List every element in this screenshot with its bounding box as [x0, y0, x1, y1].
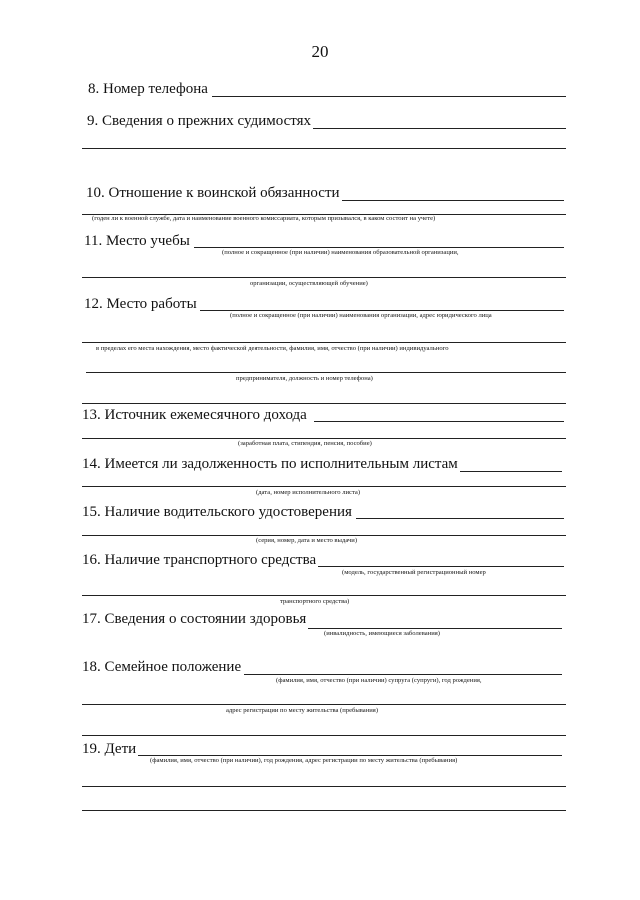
field-12-input-line[interactable] — [200, 310, 564, 311]
field-10-hint: (годен ли к военной службе, дата и наименование военного комиссариата, которым призывался, в каком состоит на учете) — [92, 215, 436, 222]
field-18-input-line[interactable] — [244, 674, 562, 675]
field-8-label: 8. Номер телефона — [88, 81, 208, 97]
field-8-input-line[interactable] — [212, 96, 566, 97]
field-9-input-line[interactable] — [313, 128, 566, 129]
field-16-hint-1: (модель, государственный регистрационный номер — [342, 569, 486, 576]
field-11-input-line[interactable] — [194, 247, 564, 248]
field-12-hint-2: в пределах его места нахождения, место фактической деятельности, фамилия, имя, отчество (при наличии) индивидуального — [96, 345, 449, 352]
field-19-label: 19. Дети — [82, 741, 137, 757]
field-18-label: 18. Семейное положение — [82, 659, 242, 675]
field-19-input-line-3[interactable] — [82, 810, 566, 811]
field-14-input-line[interactable] — [460, 471, 562, 472]
field-19-input-line[interactable] — [138, 755, 562, 756]
field-18-hint-1: (фамилия, имя, отчество (при наличии) супруга (супруги), год рождения, — [276, 677, 482, 684]
field-11-label: 11. Место учебы — [84, 233, 190, 249]
field-16-input-line-2[interactable] — [82, 595, 566, 596]
field-18-hint-2: адрес регистрации по месту жительства (пребывания) — [226, 707, 379, 714]
field-13-hint: (заработная плата, стипендия, пенсия, пособие) — [238, 440, 372, 447]
field-17-input-line[interactable] — [308, 628, 562, 629]
field-13-input-line[interactable] — [314, 421, 564, 422]
field-9-input-line-2[interactable] — [82, 148, 566, 149]
field-13-input-line-2[interactable] — [82, 438, 566, 439]
field-18-input-line-3[interactable] — [82, 735, 566, 736]
field-11-hint-1: (полное и сокращенное (при наличии) наименования образовательной организации, — [222, 249, 459, 256]
field-15-label: 15. Наличие водительского удостоверения — [82, 504, 352, 520]
field-15-input-line[interactable] — [356, 518, 564, 519]
field-10-input-line[interactable] — [342, 200, 564, 201]
field-14-input-line-2[interactable] — [82, 486, 566, 487]
field-12-hint-3: предпринимателя, должность и номер телефона) — [236, 375, 373, 382]
field-9-label: 9. Сведения о прежних судимостях — [87, 113, 312, 129]
page-number: 20 — [311, 42, 329, 61]
field-15-hint: (серия, номер, дата и место выдачи) — [256, 537, 358, 544]
field-11-input-line-2[interactable] — [82, 277, 566, 278]
field-17-hint: (инвалидность, имеющиеся заболевания) — [324, 630, 440, 637]
field-16-input-line[interactable] — [318, 566, 564, 567]
field-15-input-line-2[interactable] — [82, 535, 566, 536]
field-12-input-line-2[interactable] — [82, 342, 566, 343]
field-14-label: 14. Имеется ли задолженность по исполнительным листам — [82, 456, 458, 472]
field-12-hint-1: (полное и сокращенное (при наличии) наименования организации, адрес юридического лица — [230, 312, 492, 319]
field-14-hint: (дата, номер исполнительного листа) — [256, 489, 361, 496]
field-13-label: 13. Источник ежемесячного дохода — [82, 407, 307, 423]
field-18-input-line-2[interactable] — [82, 704, 566, 705]
field-12-input-line-4[interactable] — [82, 403, 566, 404]
field-17-label: 17. Сведения о состоянии здоровья — [82, 611, 307, 627]
field-12-label: 12. Место работы — [84, 296, 197, 312]
field-11-hint-2: организации, осуществляющей обучение) — [250, 280, 368, 287]
field-10-label: 10. Отношение к воинской обязанности — [86, 185, 340, 201]
field-12-input-line-3[interactable] — [86, 372, 566, 373]
field-16-label: 16. Наличие транспортного средства — [82, 552, 317, 568]
field-19-input-line-2[interactable] — [82, 786, 566, 787]
field-19-hint: (фамилия, имя, отчество (при наличии), год рождения, адрес регистрации по месту жительства (пребывания) — [150, 757, 458, 764]
field-16-hint-2: транспортного средства) — [280, 598, 350, 605]
